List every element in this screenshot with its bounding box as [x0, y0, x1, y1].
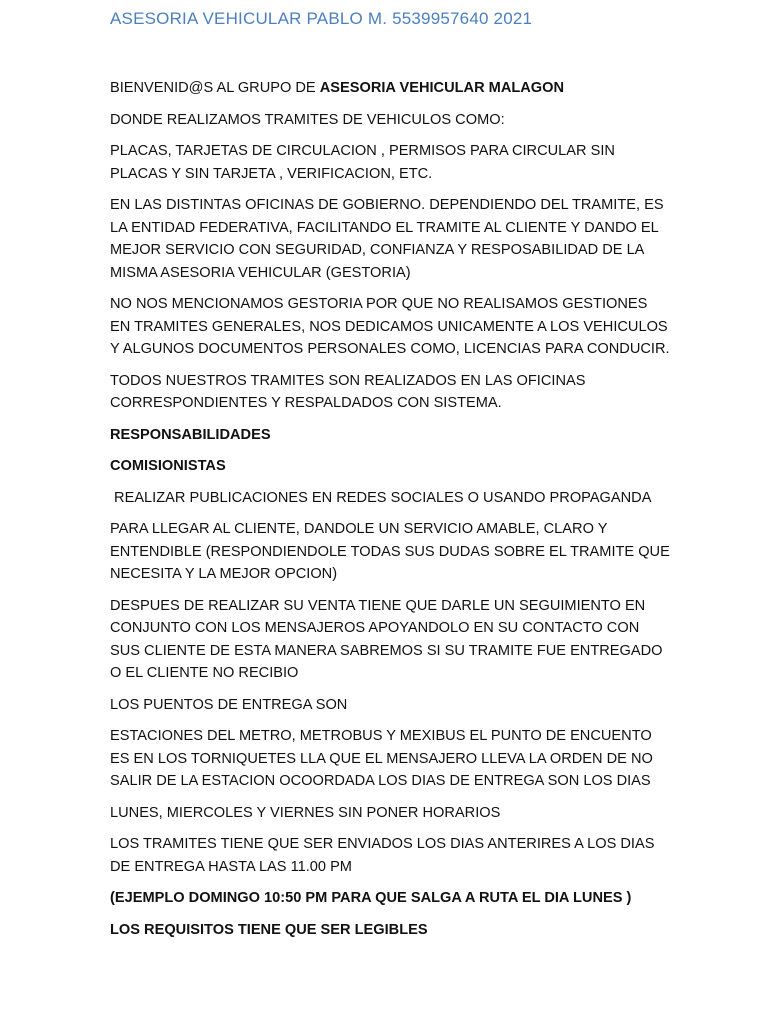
responsibilities-heading: RESPONSABILIDADES [110, 426, 271, 443]
welcome-paragraph [110, 77, 670, 100]
offices-paragraph: EN LAS DISTINTAS OFICINAS DE GOBIERNO. DEPENDIENDO DEL TRAMITE, ES LA ENTIDAD FEDERATIVA, FACILITANDO EL TRAMITE AL CLIENTE Y DANDO EL MEJOR SERVICIO CON SEGURIDAD, CONFIANZA Y RESPOSABILIDAD DE LA MISMA ASESORIA VEHICULAR (GESTORIA) [110, 197, 664, 281]
document-header: ASESORIA VEHICULAR PABLO M. 5539957640 2021 [110, 9, 533, 28]
system-paragraph: TODOS NUESTROS TRAMITES SON REALIZADOS EN LAS OFICINAS CORRESPONDIENTES Y RESPALDADOS CON SISTEMA. [110, 372, 586, 411]
client-service-paragraph: PARA LLEGAR AL CLIENTE, DANDOLE UN SERVICIO AMABLE, CLARO Y ENTENDIBLE (RESPONDIENDOLE TODAS SUS DUDAS SOBRE EL TRAMITE QUE NECESITA Y LA MEJOR OPCION) [110, 521, 670, 582]
stations-paragraph: ESTACIONES DEL METRO, METROBUS Y MEXIBUS EL PUNTO DE ENCUENTO ES EN LOS TORNIQUETES LLA QUE EL MENSAJERO LLEVA LA ORDEN DE NO SALIR DE LA ESTACION OCOORDADA LOS DIAS DE ENTREGA SON LOS DIAS [110, 728, 653, 789]
requirements-paragraph: LOS REQUISITOS TIENE QUE SER LEGIBLES [110, 921, 428, 938]
gestoria-paragraph: NO NOS MENCIONAMOS GESTORIA POR QUE NO REALISAMOS GESTIONES EN TRAMITES GENERALES, NOS DEDICAMOS UNICAMENTE A LOS VEHICULOS Y ALGUNOS DOCUMENTOS PERSONALES COMO, LICENCIAS PARA CONDUCIR. [110, 296, 670, 357]
intro-paragraph: DONDE REALIZAMOS TRAMITES DE VEHICULOS COMO: [110, 111, 505, 128]
delivery-points-paragraph: LOS PUENTOS DE ENTREGA SON [110, 696, 348, 713]
commission-agents-heading: COMISIONISTAS [110, 458, 226, 474]
follow-up-paragraph: DESPUES DE REALIZAR SU VENTA TIENE QUE DARLE UN SEGUIMIENTO EN CONJUNTO CON LOS MENSAJEROS APOYANDOLO EN SU CONTACTO CON SUS CLIENTE DE ESTA MANERA SABREMOS SI SU TRAMITE FUE ENTREGADO O EL CLIENTE NO RECIBIO [110, 597, 663, 681]
welcome-prefix: BIENVENID@S AL GRUPO DE [110, 80, 320, 96]
publications-paragraph: REALIZAR PUBLICACIONES EN REDES SOCIALES O USANDO PROPAGANDA [110, 489, 652, 506]
company-name: ASESORIA VEHICULAR MALAGON [319, 80, 565, 96]
delivery-days-paragraph: LUNES, MIERCOLES Y VIERNES SIN PONER HORARIOS [110, 804, 501, 821]
deadline-paragraph: LOS TRAMITES TIENE QUE SER ENVIADOS LOS DIAS ANTERIRES A LOS DIAS DE ENTREGA HASTA LAS 11.00 PM [110, 836, 655, 875]
services-paragraph: PLACAS, TARJETAS DE CIRCULACION , PERMISOS PARA CIRCULAR SIN PLACAS Y SIN TARJETA , VERIFICACION, ETC. [110, 143, 615, 182]
example-paragraph: (EJEMPLO DOMINGO 10:50 PM PARA QUE SALGA A RUTA EL DIA LUNES ) [110, 890, 632, 906]
document-body [110, 77, 670, 950]
